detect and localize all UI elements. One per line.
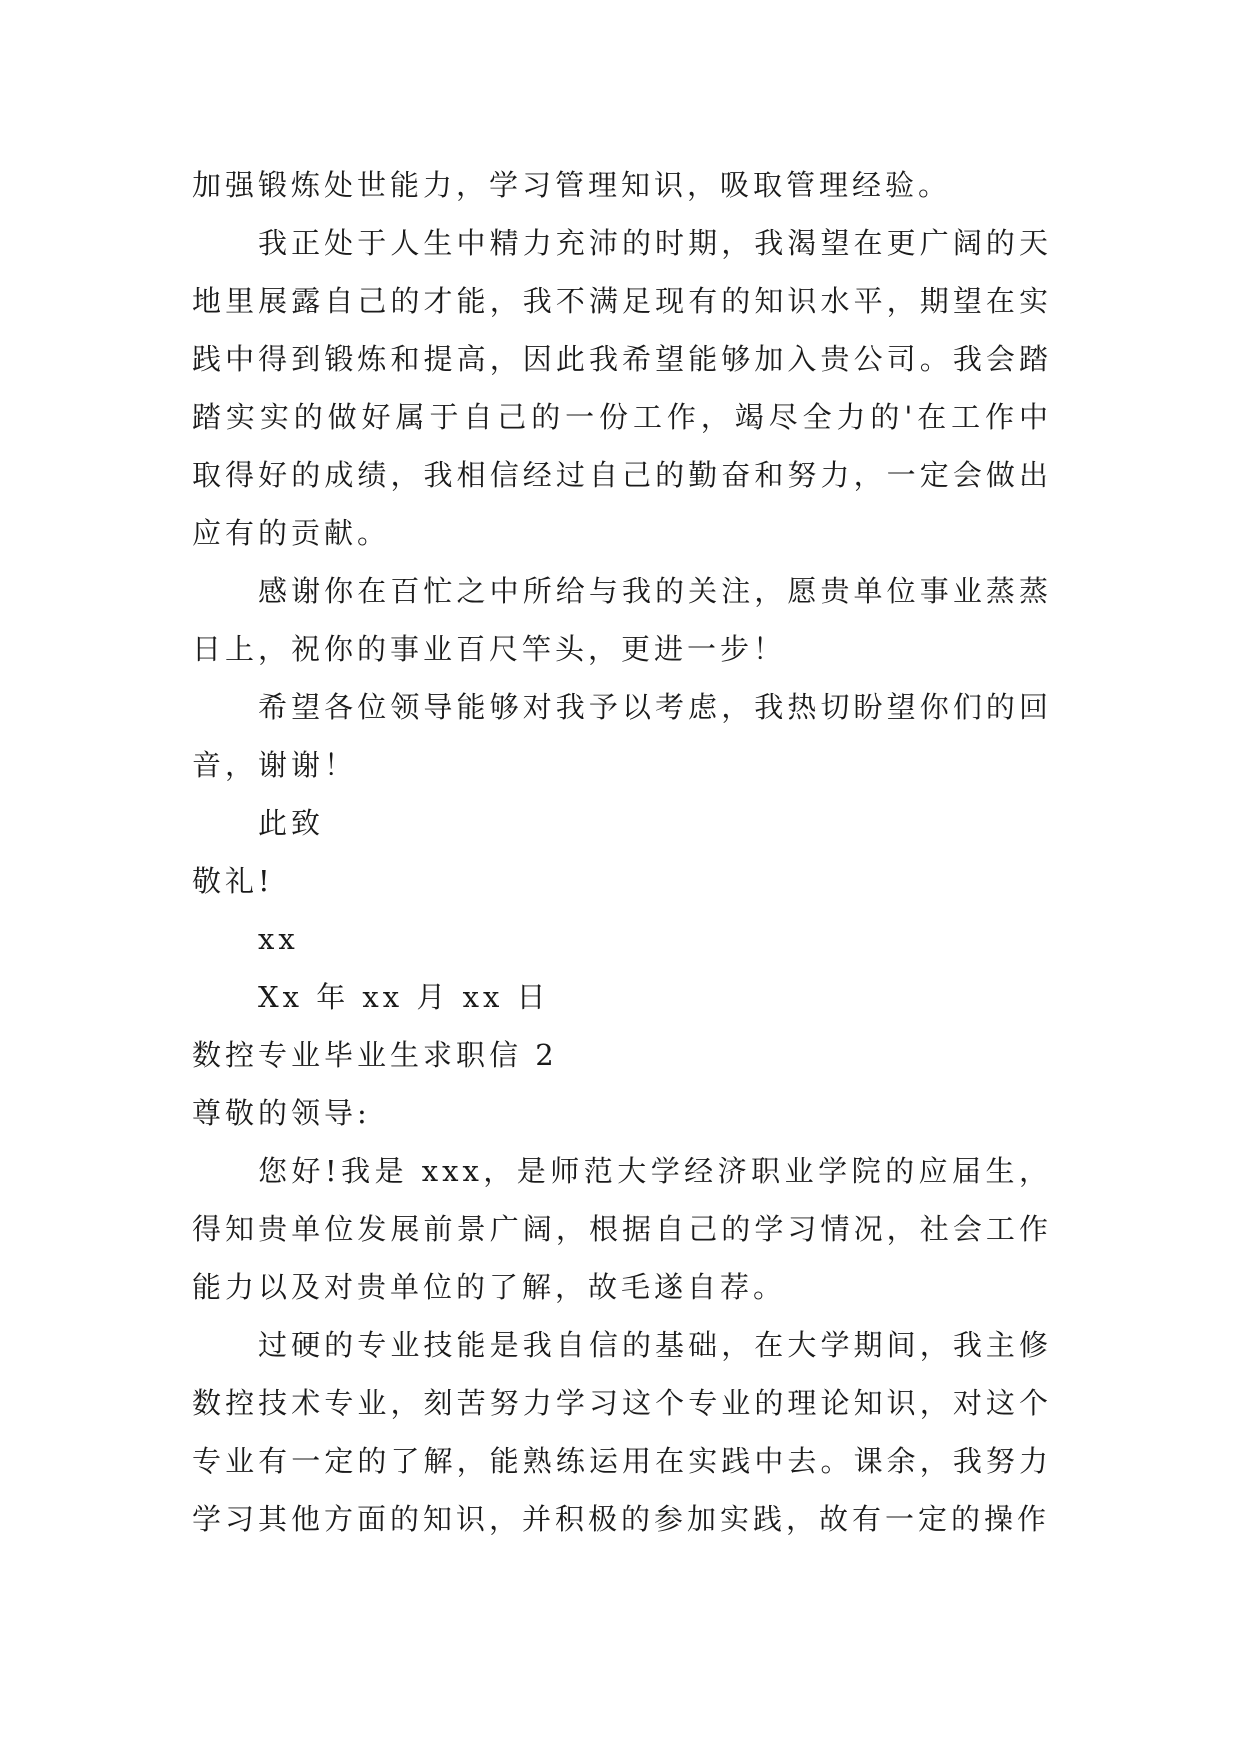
paragraph-aspiration: 我正处于人生中精力充沛的时期，我渴望在更广阔的天地里展露自己的才能，我不满足现有的知识水平，期望在实践中得到锻炼和提高，因此我希望能够加入贵公司。我会踏踏实实的做好属于自己的一份工作，竭尽全力的'在工作中取得好的成绩，我相信经过自己的勤奋和努力，一定会做出应有的贡献。 bbox=[192, 226, 1052, 550]
salutation-jingli: 敬礼! bbox=[192, 864, 274, 898]
paragraph-thanks: 感谢你在百忙之中所给与我的关注，愿贵单位事业蒸蒸日上，祝你的事业百尺竿头，更进一步！ bbox=[192, 574, 1052, 666]
document-body bbox=[192, 156, 1052, 1548]
paragraph-intro: 您好!我是 xxx，是师范大学经济职业学院的应届生，得知贵单位发展前景广阔，根据自己的学习情况，社会工作能力以及对贵单位的了解，故毛遂自荐。 bbox=[192, 1154, 1052, 1304]
salutation-cizhi: 此致 bbox=[258, 806, 325, 840]
paragraph-closing-line: 加强锻炼处世能力，学习管理知识，吸取管理经验。 bbox=[192, 168, 952, 202]
signature-name: xx bbox=[258, 922, 299, 956]
signature-date: Xx 年 xx 月 xx 日 bbox=[258, 980, 550, 1014]
paragraph-skills: 过硬的专业技能是我自信的基础，在大学期间，我主修数控技术专业，刻苦努力学习这个专业的理论知识，对这个专业有一定的了解，能熟练运用在实践中去。课余，我努力学习其他方面的知识，并积极的参加实践，故有一定的操作 bbox=[192, 1328, 1052, 1536]
section-title: 数控专业毕业生求职信 2 bbox=[192, 1038, 558, 1072]
letter-greeting: 尊敬的领导: bbox=[192, 1096, 371, 1130]
paragraph-hope: 希望各位领导能够对我予以考虑，我热切盼望你们的回音，谢谢！ bbox=[192, 690, 1052, 782]
